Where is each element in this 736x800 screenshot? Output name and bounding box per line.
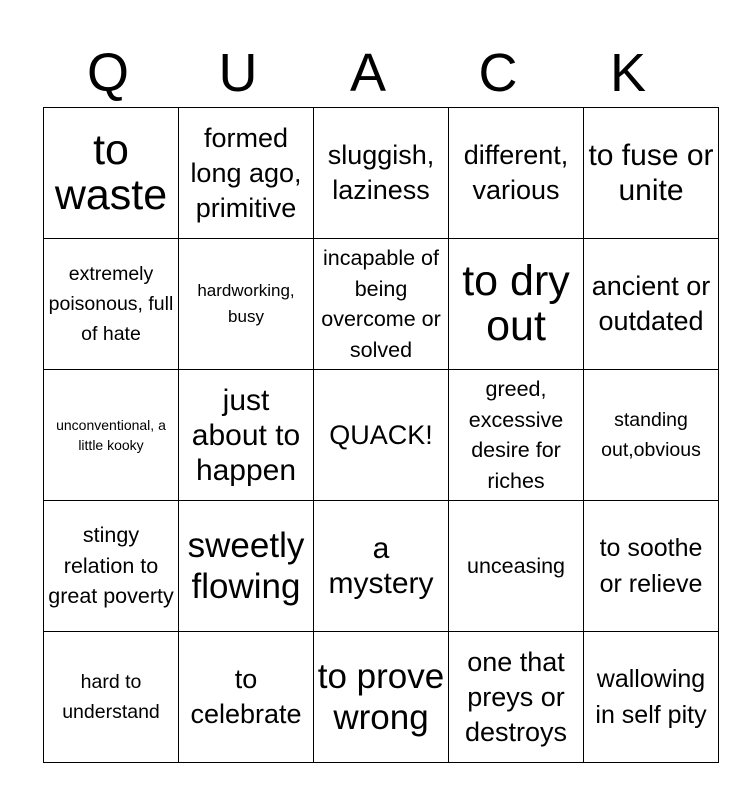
bingo-cell[interactable]: to prove wrong [314, 632, 449, 763]
bingo-cell[interactable]: to fuse or unite [584, 108, 719, 239]
bingo-cell[interactable]: sweetly flowing [179, 501, 314, 632]
board-row-2 [44, 239, 719, 370]
bingo-cell[interactable]: stingy relation to great poverty [44, 501, 179, 632]
header-letter-u: U [218, 43, 258, 103]
header-letter-k: K [609, 43, 647, 103]
bingo-cell[interactable]: to dry out [449, 239, 584, 370]
bingo-header [43, 40, 693, 106]
header-letter-a: A [349, 43, 387, 103]
bingo-cell[interactable]: sluggish, laziness [314, 108, 449, 239]
bingo-cell[interactable]: extremely poisonous, full of hate [44, 239, 179, 370]
board-row-3 [44, 370, 719, 501]
board-row-1 [44, 108, 719, 239]
bingo-cell[interactable]: ancient or outdated [584, 239, 719, 370]
board-row-5 [44, 632, 719, 763]
bingo-cell[interactable]: a mystery [314, 501, 449, 632]
bingo-cell[interactable]: one that preys or destroys [449, 632, 584, 763]
bingo-cell[interactable]: hardworking, busy [179, 239, 314, 370]
header-letter-c: C [478, 43, 518, 103]
bingo-cell[interactable]: to soothe or relieve [584, 501, 719, 632]
bingo-cell[interactable]: hard to understand [44, 632, 179, 763]
bingo-cell[interactable]: to waste [44, 108, 179, 239]
bingo-cell[interactable]: just about to happen [179, 370, 314, 501]
bingo-cell[interactable]: greed, excessive desire for riches [449, 370, 584, 501]
bingo-cell[interactable]: incapable of being overcome or solved [314, 239, 449, 370]
bingo-cell[interactable]: different, various [449, 108, 584, 239]
free-space-cell[interactable]: QUACK! [314, 370, 449, 501]
bingo-cell[interactable]: formed long ago, primitive [179, 108, 314, 239]
board-row-4 [44, 501, 719, 632]
bingo-cell[interactable]: standing out,obvious [584, 370, 719, 501]
bingo-cell[interactable]: to celebrate [179, 632, 314, 763]
header-letter-q: Q [86, 43, 129, 103]
bingo-cell[interactable]: unceasing [449, 501, 584, 632]
bingo-cell[interactable]: unconventional, a little kooky [44, 370, 179, 501]
bingo-cell[interactable]: wallowing in self pity [584, 632, 719, 763]
bingo-board [43, 107, 719, 763]
